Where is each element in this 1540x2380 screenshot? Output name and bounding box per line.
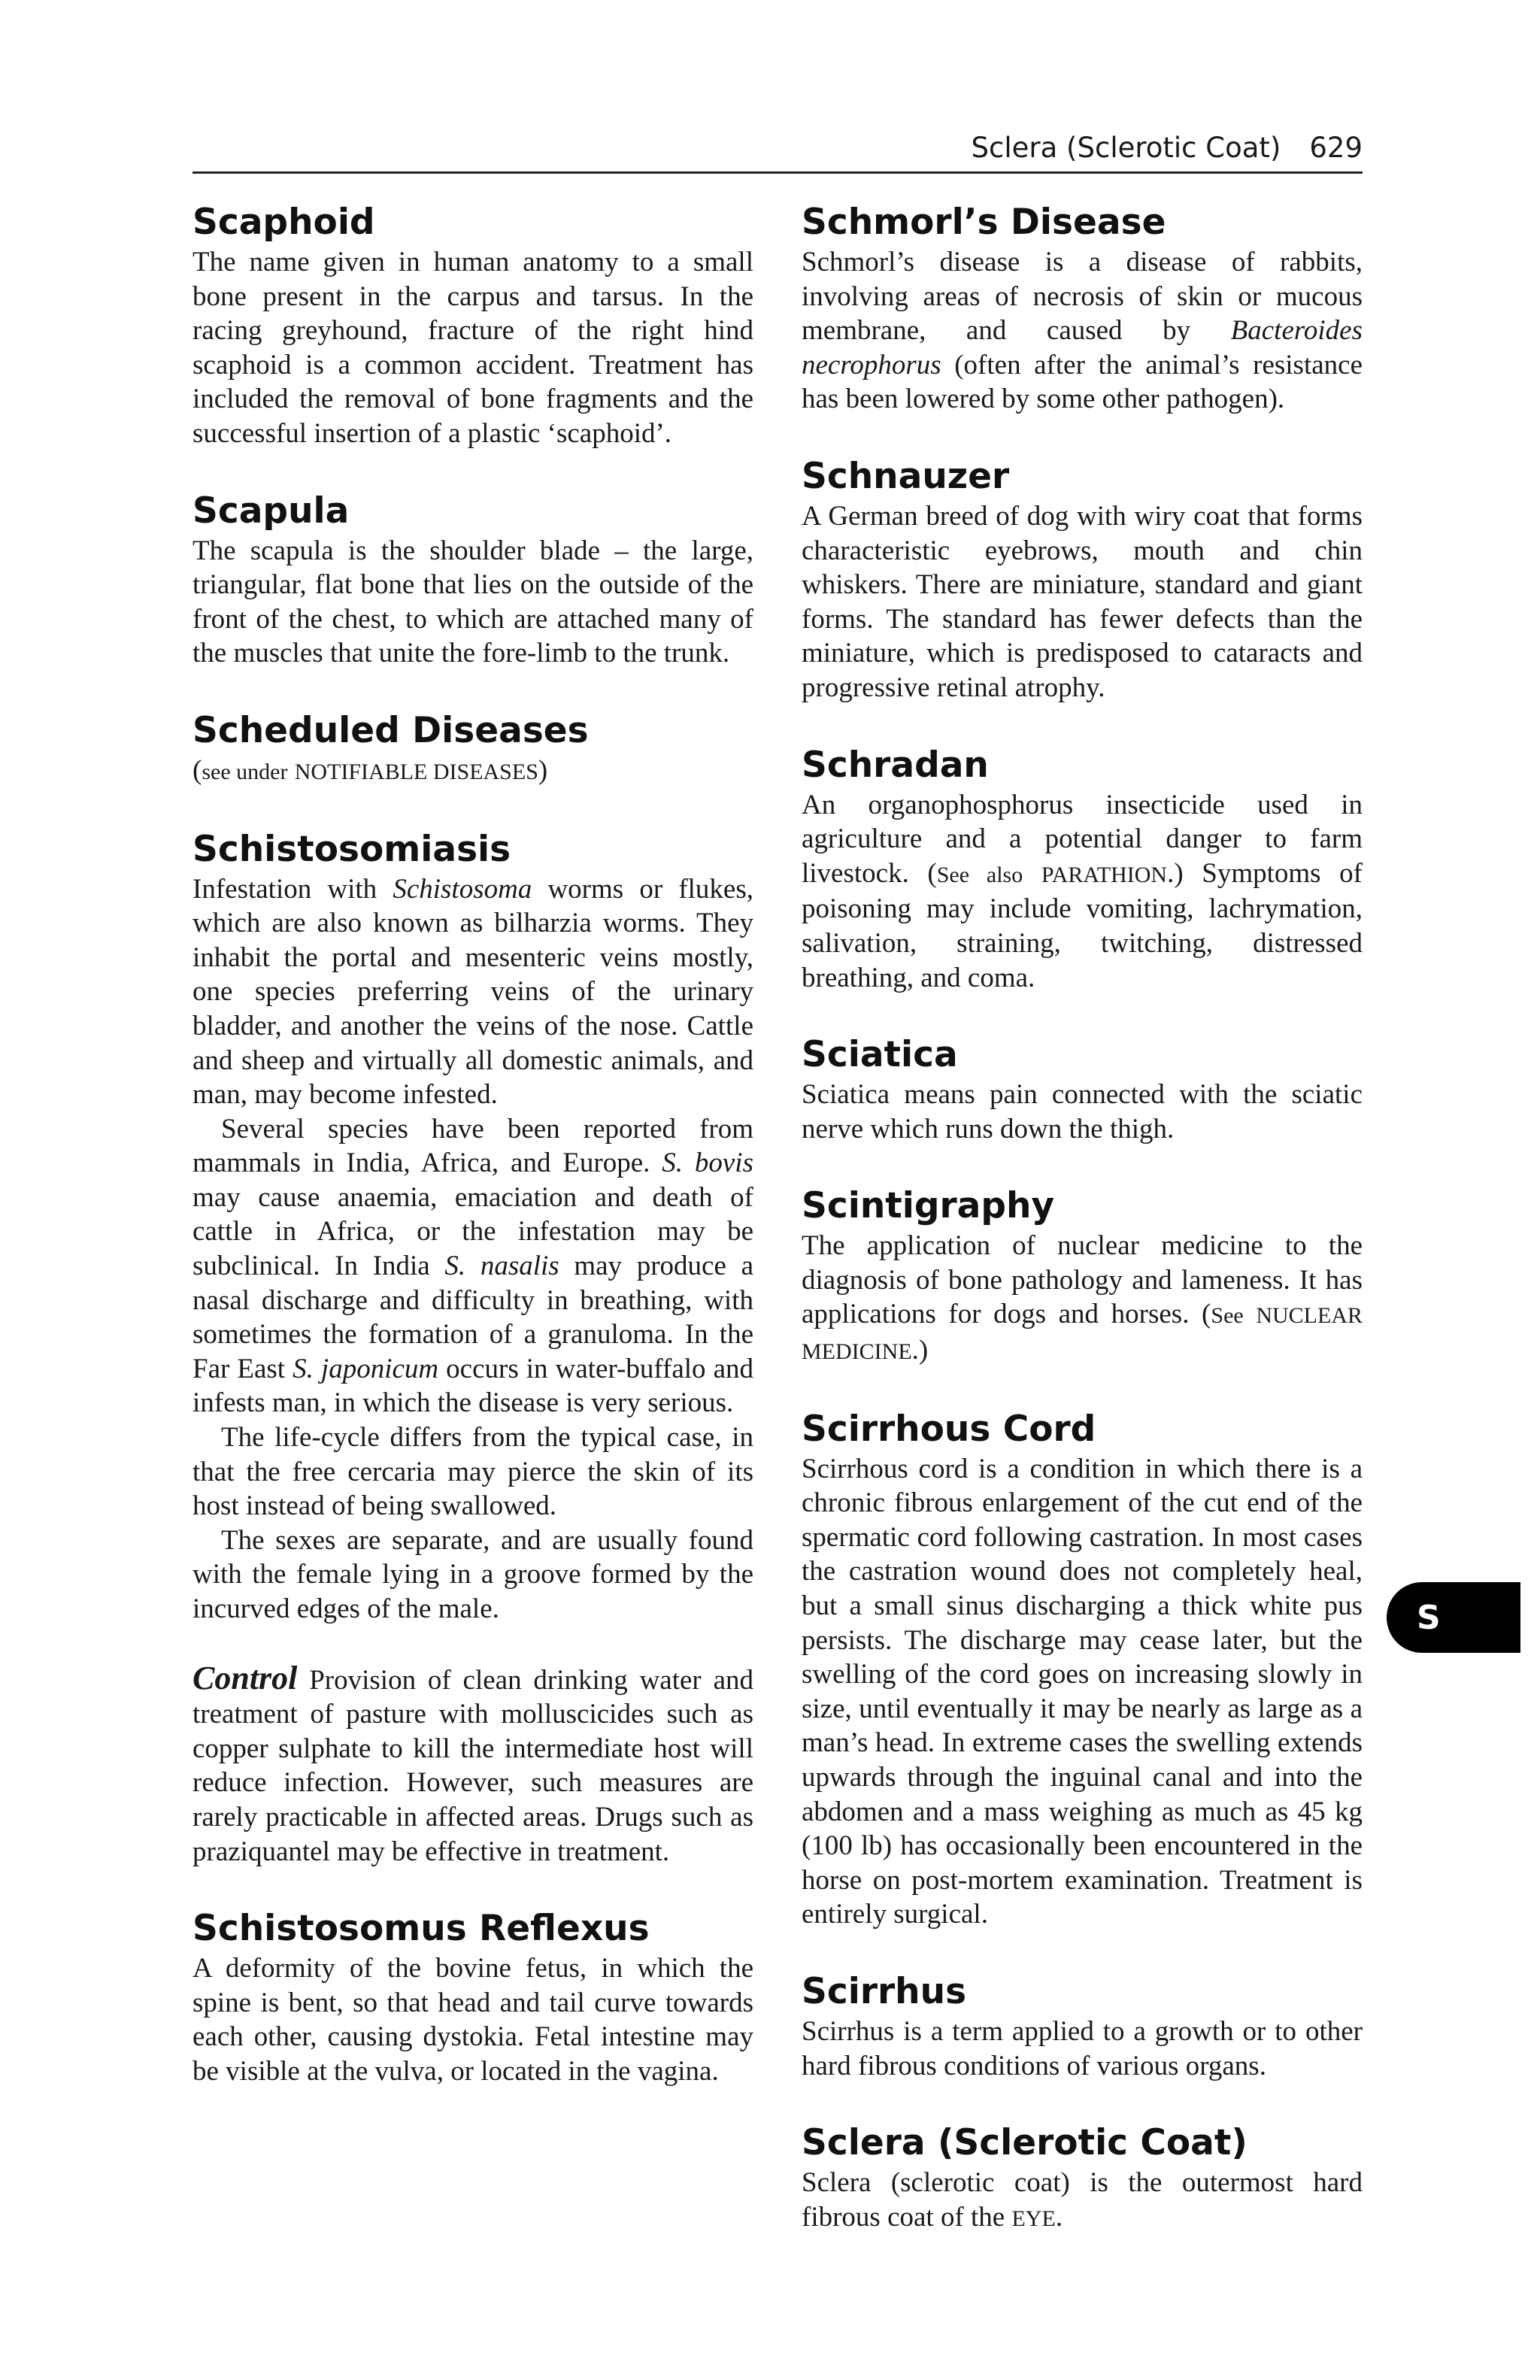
entry-text-control	[192, 1661, 753, 1869]
entry-text	[192, 753, 753, 790]
entry-text: A deformity of the bovine fetus, in which the spine is bent, so that head and tail curve towards each other, causing dystokia. Fetal intestine may be visible at the vulva, or located in the vagina.	[192, 1953, 753, 2087]
left-column	[192, 202, 753, 2128]
running-head	[192, 123, 1363, 174]
entry-title: Scaphoid	[192, 202, 375, 243]
entry-scaphoid	[192, 202, 753, 451]
text-run: Several species have been reported from mammals in India, Africa, and Europe.	[192, 1113, 753, 1179]
thumb-tab-letter: S	[1417, 1598, 1441, 1637]
entry-scapula	[192, 490, 753, 671]
cross-reference: EYE	[1011, 2206, 1056, 2231]
cross-reference: PARATHION	[1041, 862, 1168, 887]
entry-schradan	[802, 744, 1363, 996]
entry-title: Schnauzer	[802, 455, 1010, 497]
entry-text: Scirrhus is a term applied to a growth or to other hard fibrous conditions of various organs.	[802, 2015, 1363, 2081]
entry-sciatica	[802, 1034, 1363, 1146]
cross-reference: NUCLEAR MEDICINE	[802, 1303, 1363, 1365]
entry-title: Schistosomiasis	[192, 828, 511, 870]
entry-scintigraphy	[802, 1185, 1363, 1369]
entry-text: The name given in human anatomy to a small bone present in the carpus and tarsus. In the racing greyhound, fracture of the right hind scaphoid is a common accident. Treatment has included the removal of bone fragments and the successful insertion of a plastic ‘scaphoid’.	[192, 247, 753, 449]
text-run: may produce a nasal discharge and difficulty in breathing, with sometimes the formation of a granuloma. In the Far East	[192, 1251, 753, 1384]
text-run: .)	[911, 1335, 929, 1366]
entry-title: Sclera (Sclerotic Coat)	[802, 2122, 1247, 2164]
text-run: Infestation with	[192, 873, 393, 905]
entry-text	[192, 872, 753, 1112]
entry-schnauzer	[802, 456, 1363, 705]
entry-schistosomus-reflexus	[192, 1908, 753, 2088]
text-run: .) Symptoms of poisoning may include vomiting, lachrymation, salivation, straining, twitching, distressed breathing, and coma.	[802, 857, 1363, 993]
entry-scirrhous-cord	[802, 1408, 1363, 1932]
right-column	[802, 202, 1363, 2275]
text-run: The application of nuclear medicine to the diagnosis of bone pathology and lameness. It has applications for dogs and horses. (	[802, 1230, 1363, 1330]
text-run: Sclera (sclerotic coat) is the outermost hard fibrous coat of the	[802, 2167, 1363, 2233]
entry-text	[802, 1229, 1363, 1369]
entry-text: The sexes are separate, and are usually found with the female lying in a groove formed by the incurved edges of the male.	[192, 1524, 753, 1624]
entry-title: Scintigraphy	[802, 1185, 1055, 1227]
section-thumb-tab	[1387, 1582, 1520, 1653]
see-note: See also	[936, 862, 1023, 887]
entry-schmorls-disease	[802, 202, 1363, 417]
text-run: worms or flukes, which are also known as bilharzia worms. They inhabit the portal and mesenteric veins mostly, one species preferring veins of the urinary bladder, and another the veins of the nose. Cattle and sheep and virtually all domestic animals, and man, may become infested.	[192, 873, 753, 1111]
text-run: (often after the animal’s resistance has been lowered by some other pathogen).	[802, 349, 1363, 415]
paren-open: (	[192, 754, 202, 786]
italic-term: Bacteroides necrophorus	[802, 315, 1363, 380]
italic-term: Schistosoma	[393, 873, 532, 905]
entry-schistosomiasis	[192, 829, 753, 1869]
entry-text: Scirrhous cord is a condition in which there is a chronic fibrous enlargement of the cut end of the spermatic cord following castration. In most cases the castration wound does not completely heal, but a small sinus discharging a thick white pus persists. The discharge may cease later, but the swelling of the cord goes on increasing slowly in size, until eventually it may be nearly as large as a man’s head. In extreme cases the swelling extends upwards through the inguinal canal and into the abdomen and a mass weighing as much as 45 kg (100 lb) has occasionally been encountered in the horse on post-mortem examination. Treatment is entirely surgical.	[802, 1453, 1363, 1930]
entry-title: Scapula	[192, 490, 350, 532]
entry-text: The scapula is the shoulder blade – the large, triangular, flat bone that lies on the outside of the front of the chest, to which are attached many of the muscles that unite the fore-limb to the trunk.	[192, 535, 753, 669]
entry-text	[192, 1112, 753, 1420]
running-head-title: Sclera (Sclerotic Coat)	[971, 131, 1281, 164]
entry-text	[802, 245, 1363, 417]
cross-reference: NOTIFIABLE DISEASES	[294, 759, 538, 784]
see-note: see under	[202, 759, 288, 784]
entry-title: Schistosomus Reflexus	[192, 1908, 650, 1950]
entry-title: Schmorl’s Disease	[802, 202, 1166, 243]
italic-term: S. nasalis	[444, 1251, 559, 1282]
entry-scirrhus	[802, 1971, 1363, 2083]
entry-text	[802, 2166, 1363, 2236]
text-run: Schmorl’s disease is a disease of rabbits, involving areas of necrosis of skin or mucous membrane, and caused by	[802, 247, 1363, 347]
entry-title: Sciatica	[802, 1034, 958, 1076]
entry-title: Scheduled Diseases	[192, 709, 589, 751]
entry-scheduled-diseases	[192, 710, 753, 790]
subheading-control: Control	[192, 1659, 298, 1696]
entry-sclera	[802, 2122, 1363, 2236]
entry-text: A German breed of dog with wiry coat that forms characteristic eyebrows, mouth and chin whiskers. There are miniature, standard and giant forms. The standard has fewer defects than the miniature, which is predisposed to cataracts and progressive retinal atrophy.	[802, 500, 1363, 703]
paren-close: )	[538, 754, 548, 786]
entry-text: Sciatica means pain connected with the sciatic nerve which runs down the thigh.	[802, 1079, 1363, 1145]
italic-term: S. japonicum	[293, 1353, 439, 1384]
text-run: .	[1055, 2201, 1063, 2233]
text-run: may cause anaemia, emaciation and death of cattle in Africa, or the infestation may be subclinical. In India	[192, 1181, 753, 1282]
entry-title: Scirrhous Cord	[802, 1408, 1096, 1450]
text-run: Provision of clean drinking water and treatment of pasture with molluscicides such as copper sulphate to kill the intermediate host will reduce infection. However, such measures are rarely practicable in affected areas. Drugs such as praziquantel may be effective in treatment.	[192, 1664, 753, 1867]
text-run: occurs in water-buffalo and infests man, in which the disease is very serious.	[192, 1353, 753, 1419]
see-note: See	[1211, 1303, 1244, 1329]
entry-text	[802, 788, 1363, 996]
entry-title: Schradan	[802, 744, 989, 786]
page-number: 629	[1309, 131, 1363, 164]
italic-term: S. bovis	[662, 1148, 753, 1179]
text-run: An organophosphorus insecticide used in agriculture and a potential danger to farm livestock. (	[802, 789, 1363, 889]
entry-title: Scirrhus	[802, 1970, 967, 2012]
entry-text: The life-cycle differs from the typical case, in that the free cercaria may pierce the skin of its host instead of being swallowed.	[192, 1422, 753, 1522]
